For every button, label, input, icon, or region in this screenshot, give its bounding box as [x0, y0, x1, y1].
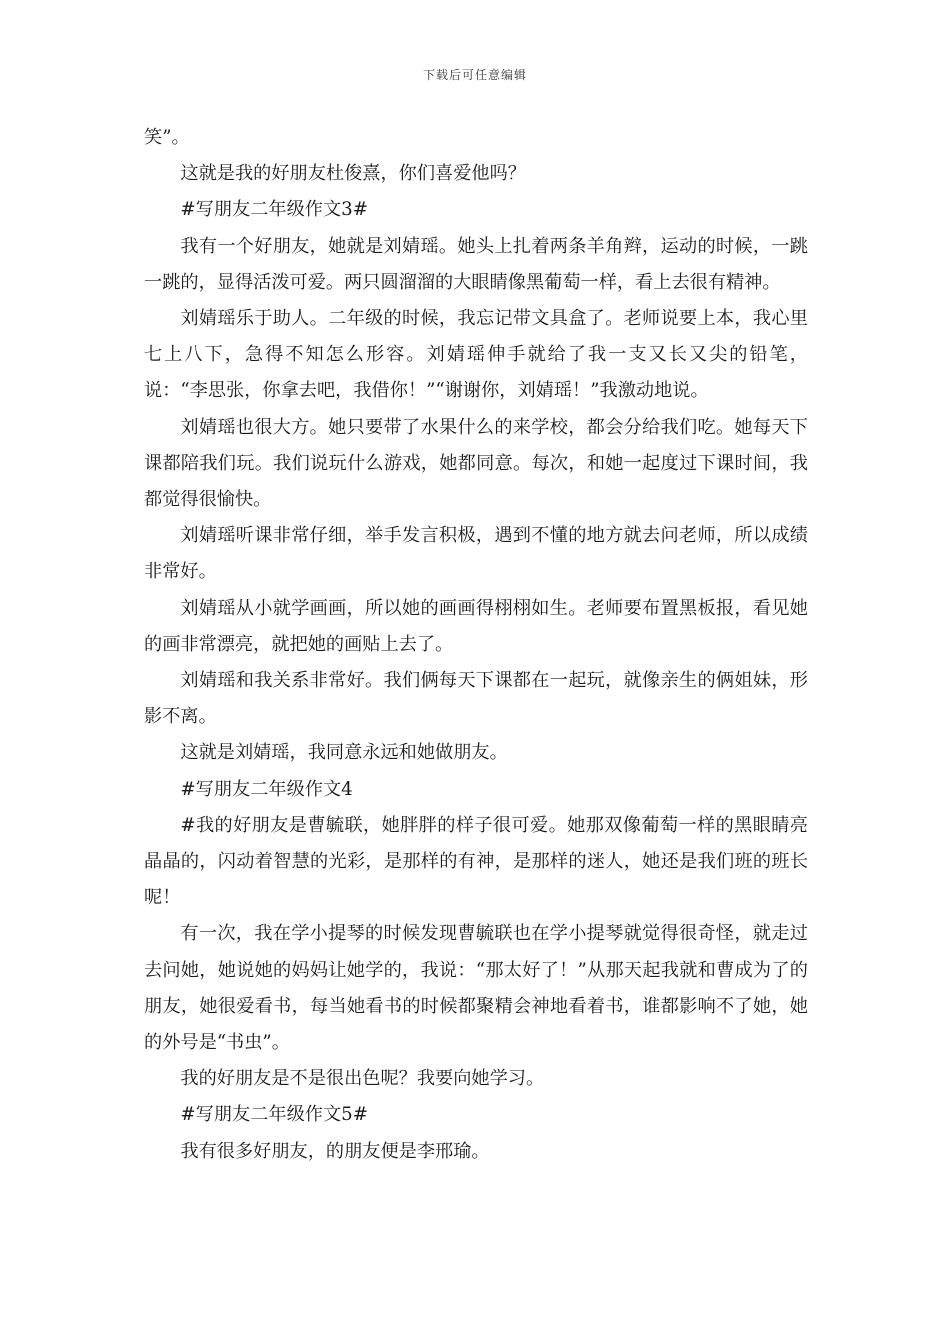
paragraph: 我有一个好朋友，她就是刘婧瑶。她头上扎着两条羊角辫，运动的时候，一跳一跳的，显得活泼可爱。两只圆溜溜的大眼睛像黑葡萄一样，看上去很有精神。 [144, 235, 808, 293]
paragraph: 刘婧瑶和我关系非常好。我们俩每天下课都在一起玩，就像亲生的俩姐妹，形影不离。 [144, 670, 808, 728]
document-body [144, 120, 808, 1170]
paragraph: 这就是刘婧瑶，我同意永远和她做朋友。 [180, 742, 508, 764]
paragraph: 笑”。 [144, 127, 190, 148]
paragraph: 刘婧瑶也很大方。她只要带了水果什么的来学校，都会分给我们吃。她每天下课都陪我们玩。我们说玩什么游戏，她都同意。每次，和她一起度过下课时间，我都觉得很愉快。 [144, 416, 808, 511]
paragraph: 刘婧瑶听课非常仔细，举手发言积极，遇到不懂的地方就去问老师，所以成绩非常好。 [144, 525, 808, 583]
paragraph: 我的好朋友是不是很出色呢？我要向她学习。 [180, 1068, 545, 1090]
paragraph: 这就是我的好朋友杜俊熹，你们喜爱他吗？ [180, 163, 526, 185]
paragraph: #我的好朋友是曹毓联，她胖胖的样子很可爱。她那双像葡萄一样的黑眼睛亮晶晶的，闪动着智慧的光彩，是那样的有神，是那样的迷人，她还是我们班的班长呢！ [144, 814, 808, 909]
section-heading: #写朋友二年级作文4 [180, 778, 353, 800]
paragraph: 刘婧瑶从小就学画画，所以她的画画得栩栩如生。老师要布置黑板报，看见她的画非常漂亮，就把她的画贴上去了。 [144, 597, 808, 655]
paragraph: 我有很多好朋友，的朋友便是李邢瑜。 [180, 1140, 490, 1162]
page-header: 下载后可任意编辑 [422, 68, 527, 82]
paragraph: 有一次，我在学小提琴的时候发现曹毓联也在学小提琴就觉得很奇怪，就走过去问她，她说她的妈妈让她学的，我说：“那太好了！”从那天起我就和曹成为了的朋友，她很爱看书，每当她看书的时候都聚精会神地看着书，谁都影响不了她，她的外号是“书虫”。 [144, 923, 808, 1054]
section-heading: #写朋友二年级作文5# [180, 1104, 368, 1126]
paragraph: 刘婧瑶乐于助人。二年级的时候，我忘记带文具盒了。老师说要上本，我心里七上八下，急得不知怎么形容。刘婧瑶伸手就给了我一支又长又尖的铅笔，说：“李思张，你拿去吧，我借你！”“谢谢你，刘婧瑶！”我激动地说。 [144, 308, 808, 402]
section-heading: #写朋友二年级作文3# [180, 199, 368, 221]
